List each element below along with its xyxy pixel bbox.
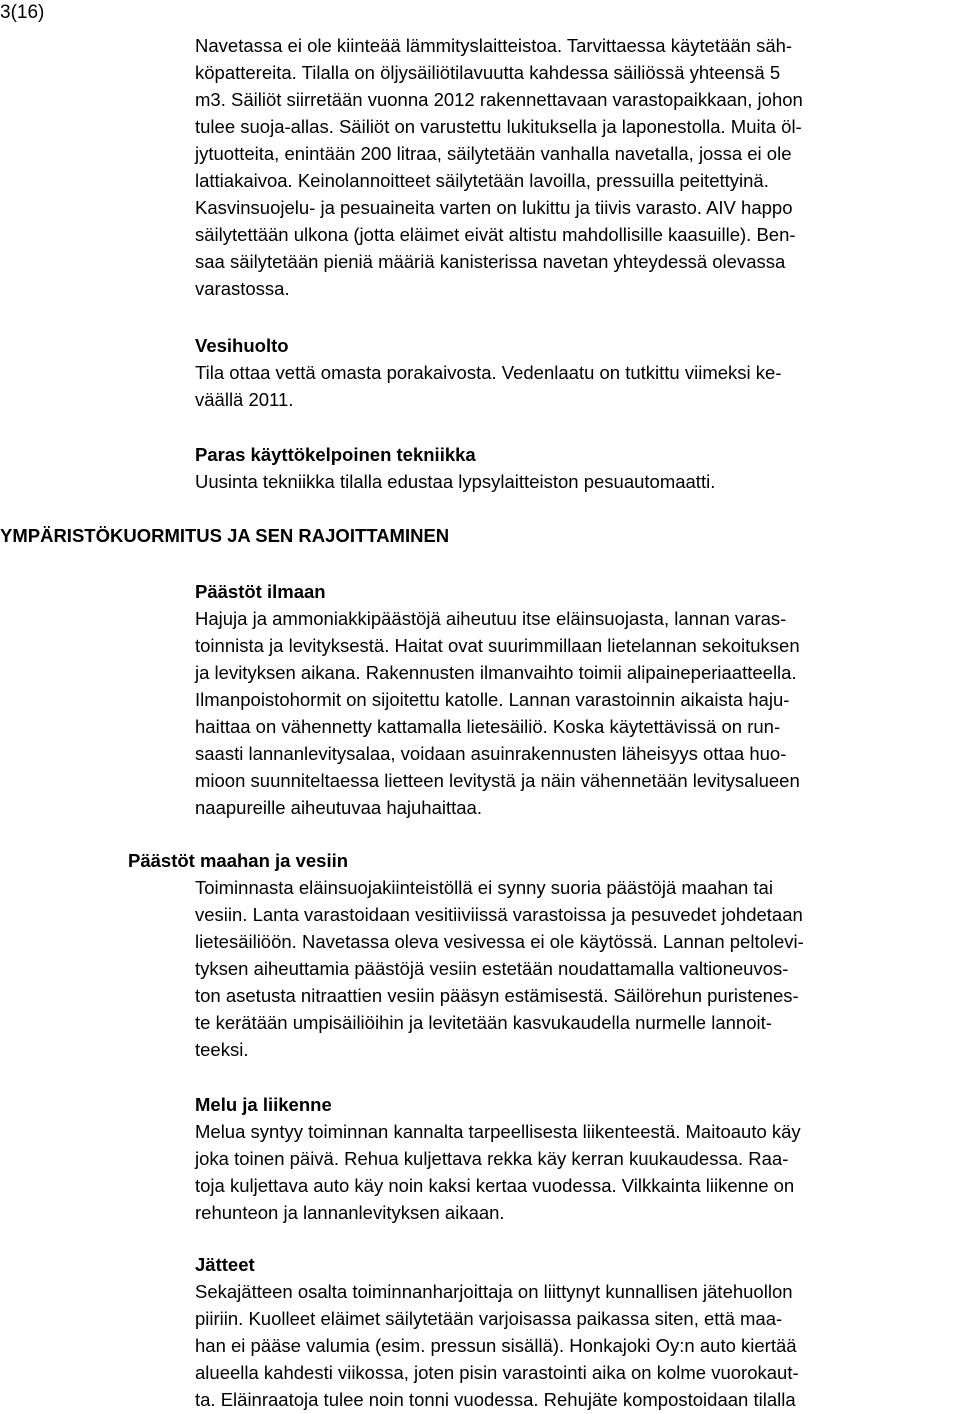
section-title: Paras käyttökelpoinen tekniikka [195, 444, 476, 465]
paragraph-line: ton asetusta nitraattien vesiin pääsyn estämisestä. Säilörehun puristenes- [195, 985, 799, 1006]
paragraph-line: Hajuja ja ammoniakkipäästöjä aiheutuu itse eläinsuojasta, lannan varas- [195, 608, 787, 629]
paragraph-line: lattiakaivoa. Keinolannoitteet säilytetään lavoilla, pressuilla peitettyinä. [195, 170, 769, 191]
paragraph-line: rehunteon ja lannanlevityksen aikaan. [195, 1202, 505, 1223]
paragraph-line: Kasvinsuojelu- ja pesuaineita varten on lukittu ja tiivis varasto. AIV happo [195, 197, 793, 218]
intro-paragraph [195, 32, 803, 302]
section-title: Melu ja liikenne [195, 1094, 332, 1115]
paragraph-line: väällä 2011. [195, 389, 294, 410]
section-paastot-ilmaan [195, 578, 800, 821]
page-number: 3(16) [0, 2, 45, 23]
paragraph-line: tulee suoja-allas. Säiliöt on varustettu lukituksella ja laponestolla. Muita öl- [195, 116, 802, 137]
paragraph-line: saa säilytetään pieniä määriä kanisterissa navetan yhteydessä olevassa [195, 251, 786, 272]
paragraph-line: säilytettään ulkona (jotta eläimet eivät altistu mahdollisille kaasuille). Ben- [195, 224, 796, 245]
paragraph-line: Uusinta tekniikka tilalla edustaa lypsylaitteiston pesuautomaatti. [195, 471, 716, 492]
section-title-paastot-maahan: Päästöt maahan ja vesiin [128, 850, 349, 871]
paragraph-line: ja levityksen aikana. Rakennusten ilmanvaihto toimii alipaineperiaatteella. [195, 662, 797, 683]
paragraph-line: Sekajätteen osalta toiminnanharjoittaja on liittynyt kunnallisen jätehuollon [195, 1281, 793, 1302]
paragraph-line: haittaa on vähennetty kattamalla lietesäiliö. Koska käytettävissä on run- [195, 716, 781, 737]
paragraph-line: Toiminnasta eläinsuojakiinteistöllä ei synny suoria päästöjä maahan tai [195, 877, 773, 898]
section-vesihuolto [195, 332, 781, 413]
paragraph-line: Melua syntyy toiminnan kannalta tarpeellisesta liikenteestä. Maitoauto käy [195, 1121, 801, 1142]
section-paras-tekniikka [195, 441, 715, 495]
paragraph-line: tyksen aiheuttamia päästöjä vesiin estetään noudattamalla valtioneuvos- [195, 958, 789, 979]
paragraph-line: alueella kahdesti viikossa, joten pisin varastointi aika on kolme vuorokaut- [195, 1362, 799, 1383]
main-heading: YMPÄRISTÖKUORMITUS JA SEN RAJOITTAMINEN [0, 525, 450, 546]
paragraph-line: jytuotteita, enintään 200 litraa, säilytetään vanhalla navetalla, jossa ei ole [195, 143, 792, 164]
paragraph-line: köpattereita. Tilalla on öljysäiliötilavuutta kahdessa säiliössä yhteensä 5 [195, 62, 781, 83]
paragraph-line: toinnista ja levityksestä. Haitat ovat suurimmillaan lietelannan sekoituksen [195, 635, 800, 656]
section-jatteet [195, 1251, 799, 1413]
section-title: Vesihuolto [195, 335, 289, 356]
section-paastot-maahan [195, 874, 804, 1063]
paragraph-line: te kerätään umpisäiliöihin ja levitetään kasvukaudella nurmelle lannoit- [195, 1012, 772, 1033]
paragraph-line: Ilmanpoistohormit on sijoitettu katolle. Lannan varastoinnin aikaista haju- [195, 689, 790, 710]
section-title: Jätteet [195, 1254, 255, 1275]
paragraph-line: vesiin. Lanta varastoidaan vesitiiviissä varastoissa ja pesuvedet johdetaan [195, 904, 803, 925]
section-title: Päästöt ilmaan [195, 581, 326, 602]
paragraph-line: han ei pääse valumia (esim. pressun sisällä). Honkajoki Oy:n auto kiertää [195, 1335, 797, 1356]
paragraph-line: Tila ottaa vettä omasta porakaivosta. Vedenlaatu on tutkittu viimeksi ke- [195, 362, 782, 383]
paragraph-line: varastossa. [195, 278, 290, 299]
paragraph-line: teeksi. [195, 1039, 249, 1060]
paragraph-line: lietesäiliöön. Navetassa oleva vesivessa ei ole käytössä. Lannan peltolevi- [195, 931, 804, 952]
paragraph-line: m3. Säiliöt siirretään vuonna 2012 rakennettavaan varastopaikkaan, johon [195, 89, 803, 110]
paragraph-line: joka toinen päivä. Rehua kuljettava rekka käy kerran kuukaudessa. Raa- [195, 1148, 789, 1169]
paragraph-line: Navetassa ei ole kiinteää lämmityslaitteistoa. Tarvittaessa käytetään säh- [195, 35, 793, 56]
section-melu [195, 1091, 801, 1226]
paragraph-line: saasti lannanlevitysalaa, voidaan asuinrakennusten läheisyys ottaa huo- [195, 743, 787, 764]
paragraph-line: mioon suunniteltaessa lietteen levitystä ja näin vähennetään levitysalueen [195, 770, 800, 791]
paragraph-line: ta. Eläinraatoja tulee noin tonni vuodessa. Rehujäte kompostoidaan tilalla [195, 1389, 796, 1410]
paragraph-line: piiriin. Kuolleet eläimet säilytetään varjoisassa paikassa siten, että maa- [195, 1308, 783, 1329]
paragraph-line: toja kuljettava auto käy noin kaksi kertaa vuodessa. Vilkkainta liikenne on [195, 1175, 795, 1196]
paragraph-line: naapureille aiheutuvaa hajuhaittaa. [195, 797, 482, 818]
